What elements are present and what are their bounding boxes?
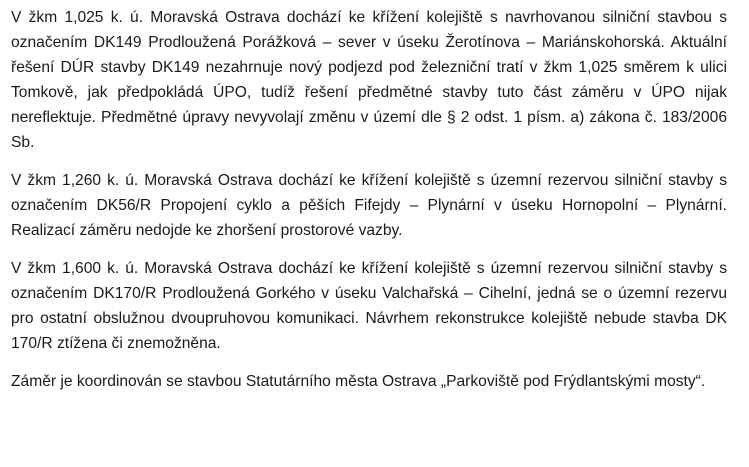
paragraph-km-1600: V žkm 1,600 k. ú. Moravská Ostrava dochází ke křížení kolejiště s územní rezervou silniční stavby s označením DK170/R Prodloužená Gorkého v úseku Valchařská – Cihelní, jedná se o územní rezervu pro ostatní obslužnou dvoupruhovou komunikaci. Návrhem rekonstrukce kolejiště nebude stavba DK 170/R ztížena či znemožněna. <box>11 260 727 352</box>
paragraph-km-1260: V žkm 1,260 k. ú. Moravská Ostrava dochází ke křížení kolejiště s územní rezervou silniční stavby s označením DK56/R Propojení cyklo a pěších Fifejdy – Plynární v úseku Hornopolní – Plynární. Realizací záměru nedojde ke zhoršení prostorové vazby. <box>11 172 727 239</box>
document-body <box>11 5 727 394</box>
paragraph-coordination: Záměr je koordinován se stavbou Statutárního města Ostrava „Parkoviště pod Frýdlantskými mosty“. <box>11 373 706 390</box>
paragraph-km-1025: V žkm 1,025 k. ú. Moravská Ostrava dochází ke křížení kolejiště s navrhovanou silniční stavbou s označením DK149 Prodloužená Porážková – sever v úseku Žerotínova – Mariánskohorská. Aktuální řešení DÚR stavby DK149 nezahrnuje nový podjezd pod železniční tratí v žkm 1,025 směrem k ulici Tomkově, jak předpokládá ÚPO, tudíž řešení předmětné stavby tuto část záměru v ÚPO nijak nereflektuje. Předmětné úpravy nevyvolají změnu v území dle § 2 odst. 1 písm. a) zákona č. 183/2006 Sb. <box>11 9 727 151</box>
